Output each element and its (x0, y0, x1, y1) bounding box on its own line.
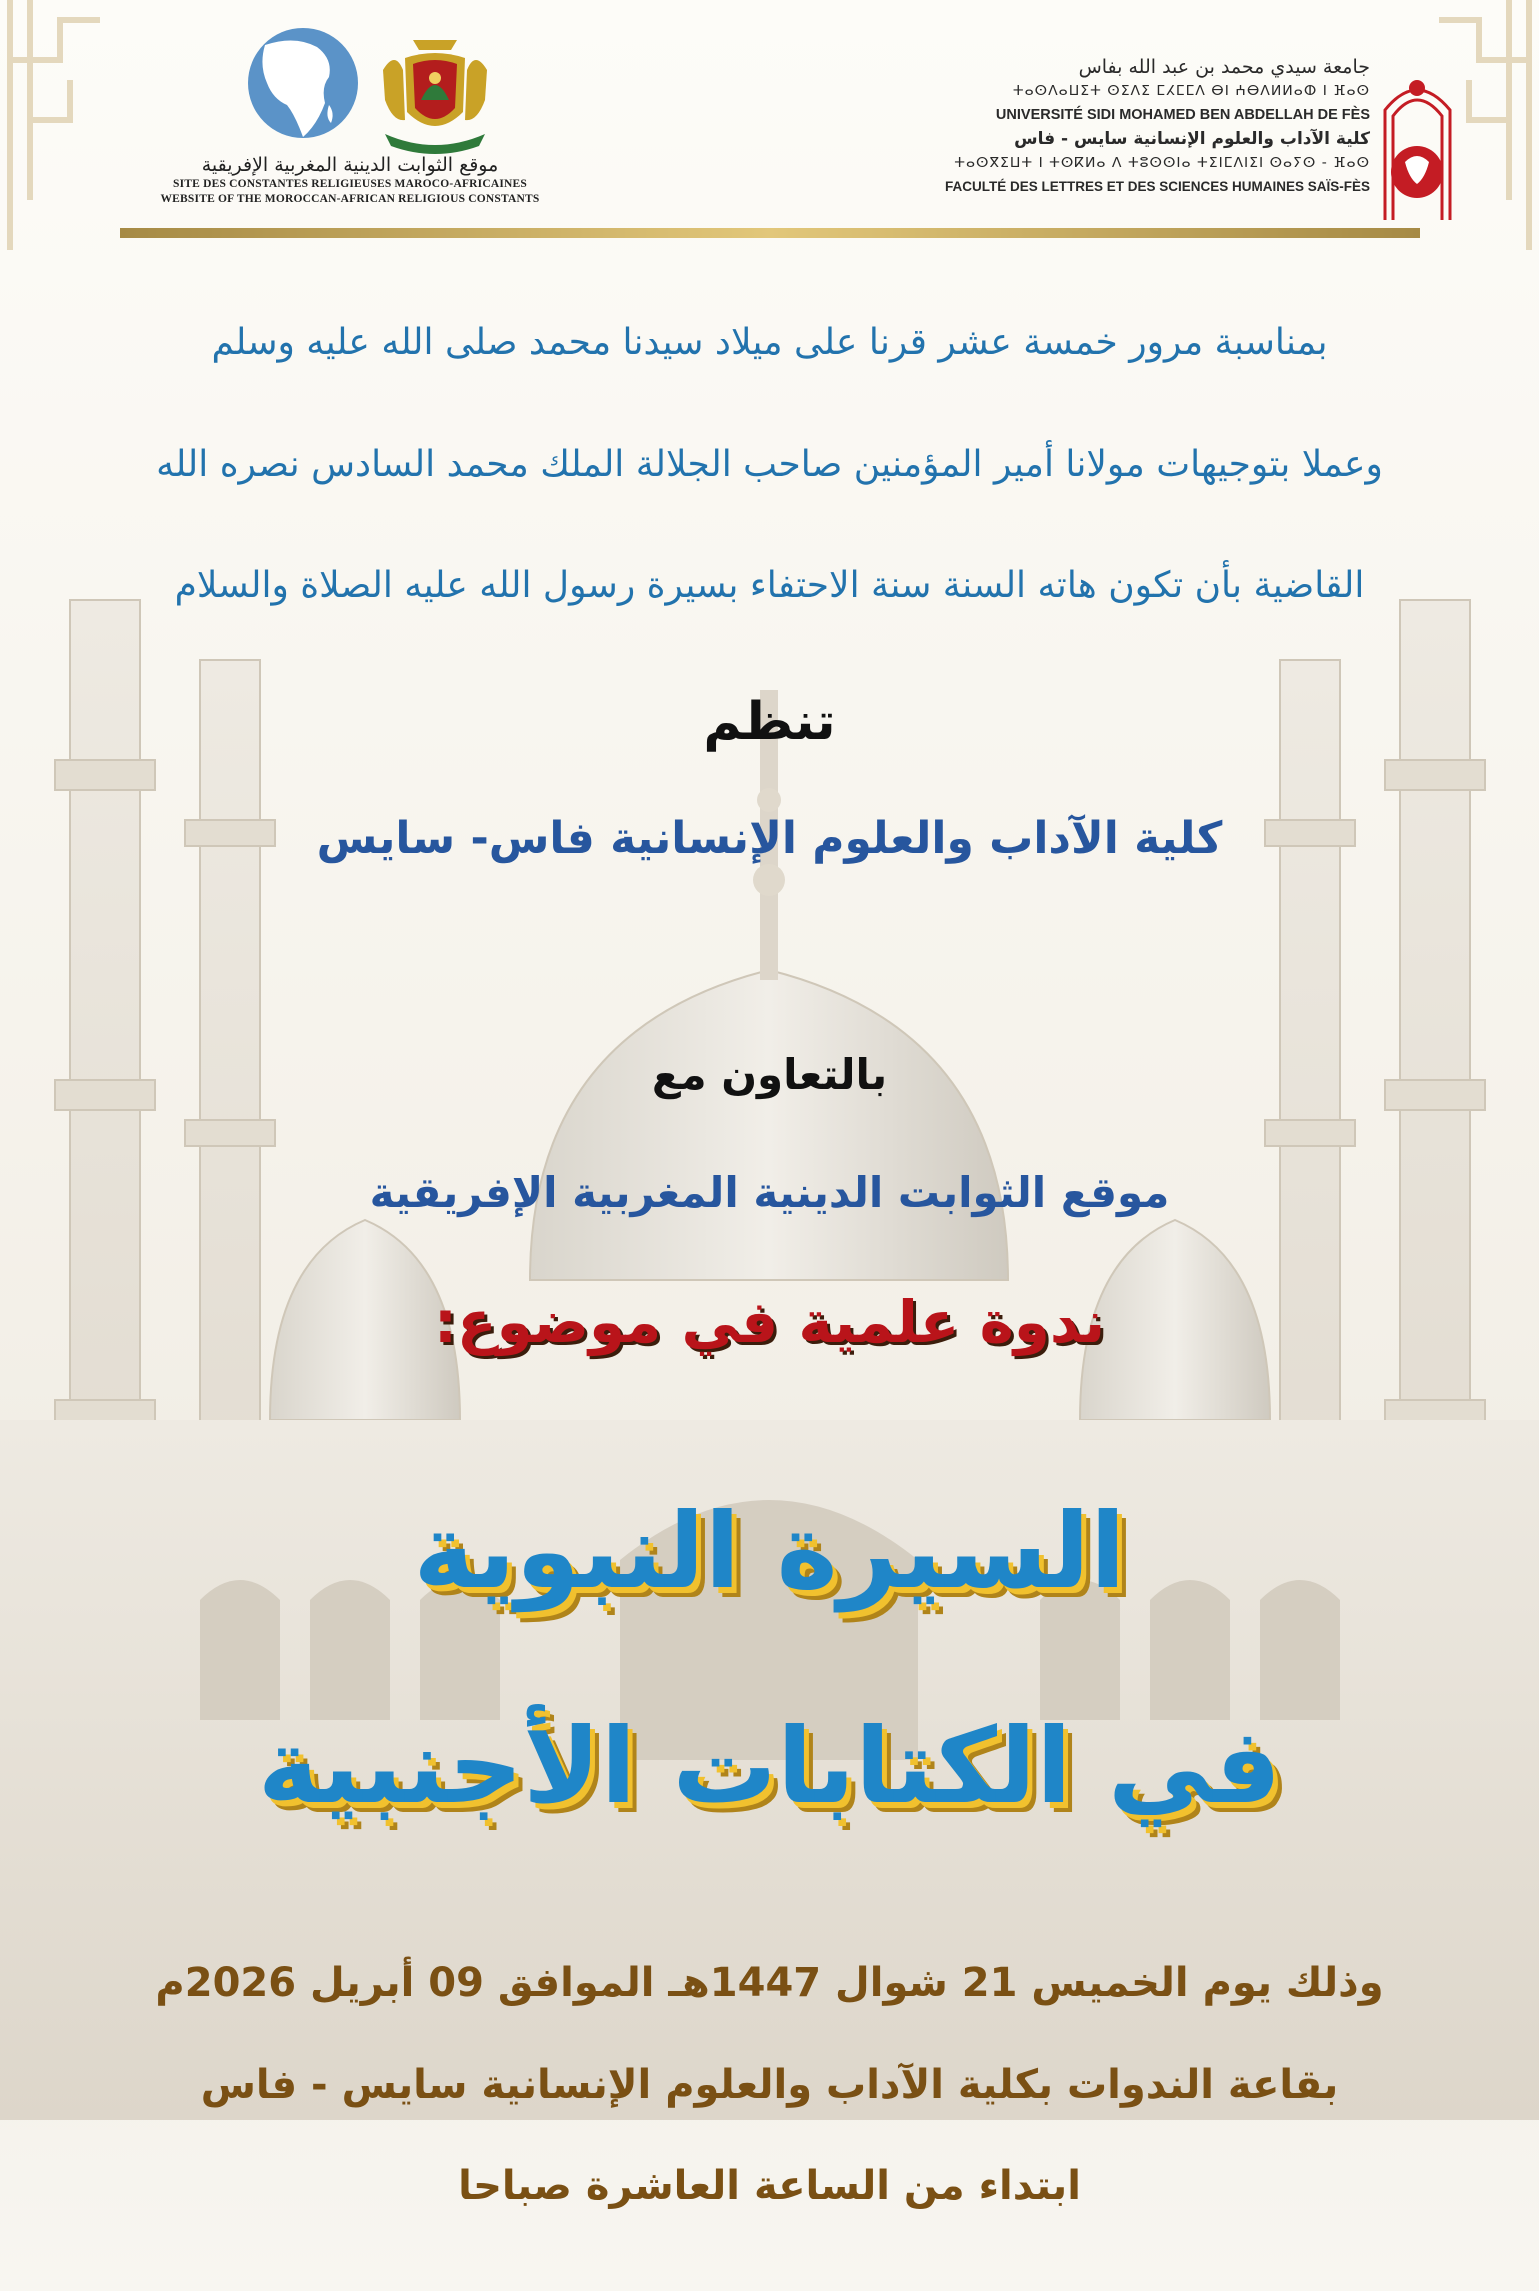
header-gold-rule (120, 228, 1420, 238)
intro-line-1: بمناسبة مرور خمسة عشر قرنا على ميلاد سيدنا محمد صلى الله عليه وسلم (211, 322, 1328, 363)
coat-of-arms-icon (375, 30, 495, 160)
university-name-tifinagh: ⵜⴰⵙⴷⴰⵡⵉⵜ ⵙⵉⴷⵉ ⵎⵃⵎⵎⴷ ⴱⵏ ⵄⴱⴷⵍⵍⴰⵀ ⵏ ⴼⴰⵙ (1012, 83, 1370, 99)
symposium-title-line-2: في الكتابات الأجنبية (257, 1705, 1282, 1827)
organizing-faculty: كلية الآداب والعلوم الإنسانية فاس- سايس (316, 813, 1223, 864)
event-date: وذلك يوم الخميس 21 شوال 1447هـ الموافق 09 أبريل 2026م (155, 1960, 1384, 2006)
university-name-arabic: جامعة سيدي محمد بن عبد الله بفاس (1078, 56, 1370, 78)
event-venue: بقاعة الندوات بكلية الآداب والعلوم الإنسانية سايس - فاس (200, 2062, 1339, 2108)
header (0, 0, 1539, 240)
collaboration-heading: بالتعاون مع (651, 1050, 888, 1099)
africa-emblem-icon (225, 25, 365, 150)
symposium-title-line-1: السيرة النبوية (413, 1490, 1126, 1612)
faculty-name-french: FACULTÉ DES LETTRES ET DES SCIENCES HUMAINES SAÏS-FÈS (944, 179, 1370, 194)
partner-name: موقع الثوابت الدينية المغربية الإفريقية (369, 1168, 1170, 1217)
university-name-french: UNIVERSITÉ SIDI MOHAMED BEN ABDELLAH DE FÈS (995, 107, 1370, 123)
left-caption-french: SITE DES CONSTANTES RELIGIEUSES MAROCO-AFRICAINES (172, 178, 528, 190)
event-time: ابتداء من الساعة العاشرة صباحا (458, 2163, 1081, 2209)
faculty-name-arabic: كلية الآداب والعلوم الإنسانية سايس - فاس (1014, 129, 1370, 149)
intro-line-3: القاضية بأن تكون هاته السنة سنة الاحتفاء بسيرة رسول الله عليه الصلاة والسلام (174, 565, 1365, 606)
university-logo-block (830, 55, 1430, 230)
faculty-name-tifinagh: ⵜⴰⵙⴳⵉⵡⵜ ⵏ ⵜⵙⴽⵍⴰ ⴷ ⵜⵓⵙⵙⵏⴰ ⵜⵉⵏⵎⴷⵏⵉⵏ ⵙⴰⵢⵙ - ⴼⴰⵙ (954, 155, 1370, 171)
left-caption-arabic: موقع الثوابت الدينية المغربية الإفريقية (201, 154, 499, 176)
intro-line-2: وعملا بتوجيهات مولانا أمير المؤمنين صاحب الجلالة الملك محمد السادس نصره الله (156, 444, 1383, 485)
left-caption-english: WEBSITE OF THE MOROCCAN-AFRICAN RELIGIOUS CONSTANTS (160, 193, 540, 205)
university-emblem-icon (1375, 50, 1460, 225)
constants-site-logo (120, 25, 580, 225)
organizes-heading: تنظم (703, 692, 836, 752)
symposium-heading: ندوة علمية في موضوع: (433, 1288, 1106, 1356)
